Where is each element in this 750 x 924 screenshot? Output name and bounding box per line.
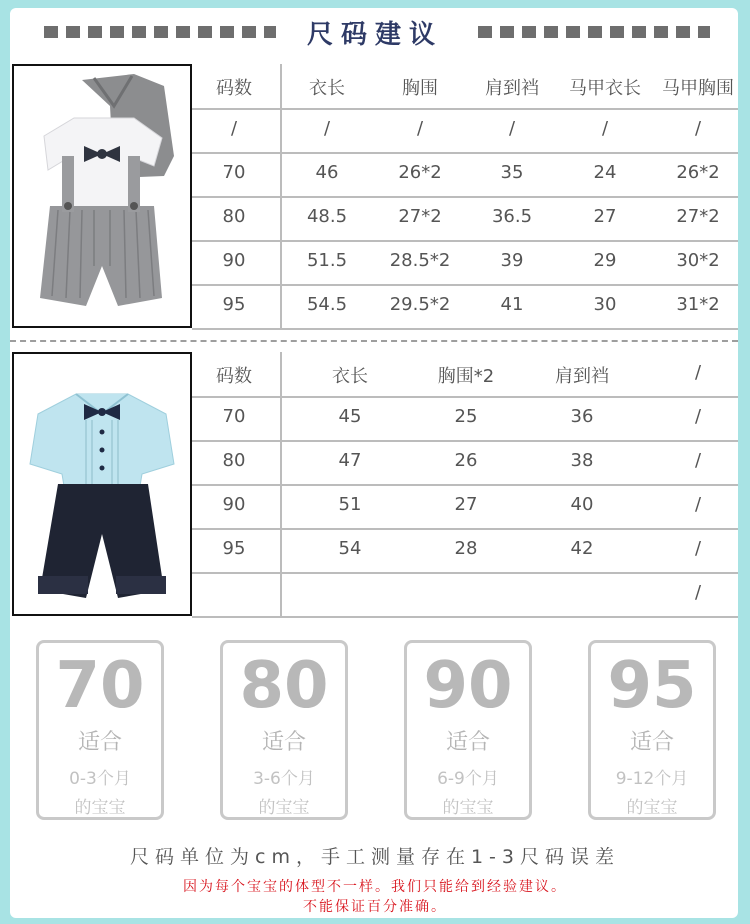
size-box-95 bbox=[588, 640, 716, 820]
table-cell: 35 bbox=[500, 162, 524, 183]
table-cell: 39 bbox=[500, 250, 524, 271]
product-photo-grey-romper bbox=[12, 64, 192, 328]
baby-label: 的宝宝 bbox=[626, 798, 678, 818]
table-cell: 30*2 bbox=[676, 250, 720, 271]
table-header-cell: 胸围*2 bbox=[437, 366, 495, 387]
table-cell: 54 bbox=[338, 538, 362, 559]
table-cell: 90 bbox=[222, 494, 246, 515]
table-cell: / bbox=[416, 118, 424, 139]
table-gridline bbox=[280, 352, 282, 616]
table-gridline bbox=[192, 440, 738, 442]
table-cell: 51 bbox=[338, 494, 362, 515]
age-range: 0-3个月 bbox=[69, 769, 131, 789]
table-cell: 28.5*2 bbox=[389, 250, 451, 271]
table-gridline bbox=[192, 484, 738, 486]
table-cell: 28 bbox=[454, 538, 478, 559]
table-cell: 80 bbox=[222, 450, 246, 471]
table-cell: 38 bbox=[570, 450, 594, 471]
table-gridline bbox=[192, 528, 738, 530]
size-number: 70 bbox=[55, 649, 145, 723]
size-box-70 bbox=[36, 640, 164, 820]
table-cell: 54.5 bbox=[306, 294, 348, 315]
size-box-90 bbox=[404, 640, 532, 820]
table-cell: / bbox=[694, 494, 702, 515]
table-gridline bbox=[192, 196, 738, 198]
table-header-cell: 码数 bbox=[216, 366, 252, 387]
table-cell: / bbox=[694, 538, 702, 559]
table-cell: 47 bbox=[338, 450, 362, 471]
title-decoration-right bbox=[478, 26, 710, 38]
table-cell: / bbox=[508, 118, 516, 139]
table-cell: 46 bbox=[315, 162, 339, 183]
table-gridline bbox=[192, 108, 738, 110]
age-range: 3-6个月 bbox=[253, 769, 315, 789]
table-cell: 31*2 bbox=[676, 294, 720, 315]
table-cell: 51.5 bbox=[306, 250, 348, 271]
table-header-cell: 肩到裆 bbox=[485, 78, 539, 99]
table-gridline bbox=[192, 396, 738, 398]
size-number: 95 bbox=[607, 649, 697, 723]
table-cell: 27*2 bbox=[676, 206, 720, 227]
table-cell: 40 bbox=[570, 494, 594, 515]
table-cell: / bbox=[694, 406, 702, 427]
table-cell: 48.5 bbox=[306, 206, 348, 227]
table-cell: / bbox=[323, 118, 331, 139]
fit-label: 适合 bbox=[77, 730, 122, 755]
fit-label: 适合 bbox=[445, 730, 490, 755]
table-cell: 70 bbox=[222, 162, 246, 183]
table-cell: / bbox=[694, 450, 702, 471]
table-cell: 27*2 bbox=[398, 206, 442, 227]
table-header-cell: 马甲衣长 bbox=[569, 78, 641, 99]
table-cell: 90 bbox=[222, 250, 246, 271]
table-cell: 26*2 bbox=[398, 162, 442, 183]
table-cell: / bbox=[601, 118, 609, 139]
table-cell: 26 bbox=[454, 450, 478, 471]
size-box-80 bbox=[220, 640, 348, 820]
table-cell: 27 bbox=[454, 494, 478, 515]
table-cell: 36 bbox=[570, 406, 594, 427]
table-gridline bbox=[280, 64, 282, 328]
table-header-cell: 衣长 bbox=[309, 78, 345, 99]
table-cell: / bbox=[694, 582, 702, 603]
table-header-cell: / bbox=[694, 362, 702, 383]
table-cell: 36.5 bbox=[491, 206, 533, 227]
warning-note-line-1: 因为每个宝宝的体型不一样。我们只能给到经验建议。 bbox=[183, 879, 567, 895]
table-gridline bbox=[192, 152, 738, 154]
table-cell: 95 bbox=[222, 294, 246, 315]
table-gridline bbox=[192, 328, 738, 330]
baby-label: 的宝宝 bbox=[74, 798, 126, 818]
table-cell: 24 bbox=[593, 162, 617, 183]
table-cell: 42 bbox=[570, 538, 594, 559]
fit-label: 适合 bbox=[629, 730, 674, 755]
age-range: 9-12个月 bbox=[615, 769, 689, 789]
product-photo-blue-romper bbox=[12, 352, 192, 616]
table-header-cell: 码数 bbox=[216, 78, 252, 99]
table-cell: 25 bbox=[454, 406, 478, 427]
table-cell: / bbox=[230, 118, 238, 139]
table-cell: 95 bbox=[222, 538, 246, 559]
table-header-cell: 衣长 bbox=[332, 366, 368, 387]
section-divider bbox=[10, 340, 738, 342]
unit-note: 尺码单位为cm，手工测量存在1-3尺码误差 bbox=[130, 846, 620, 868]
fit-label: 适合 bbox=[261, 730, 306, 755]
table-header-cell: 马甲胸围 bbox=[662, 78, 734, 99]
table-gridline bbox=[192, 284, 738, 286]
table-gridline bbox=[192, 572, 738, 574]
table-cell: 70 bbox=[222, 406, 246, 427]
table-gridline bbox=[192, 240, 738, 242]
table-gridline bbox=[192, 616, 738, 618]
warning-note-line-2: 不能保证百分准确。 bbox=[303, 899, 447, 915]
table-cell: 29.5*2 bbox=[389, 294, 451, 315]
table-cell: 30 bbox=[593, 294, 617, 315]
size-number: 90 bbox=[423, 649, 513, 723]
age-range: 6-9个月 bbox=[437, 769, 499, 789]
table-cell: 26*2 bbox=[676, 162, 720, 183]
table-header-cell: 肩到裆 bbox=[555, 366, 609, 387]
table-cell: 29 bbox=[593, 250, 617, 271]
baby-label: 的宝宝 bbox=[442, 798, 494, 818]
table-cell: 41 bbox=[500, 294, 524, 315]
baby-label: 的宝宝 bbox=[258, 798, 310, 818]
table-header-cell: 胸围 bbox=[402, 78, 438, 99]
table-cell: 45 bbox=[338, 406, 362, 427]
table-cell: 80 bbox=[222, 206, 246, 227]
table-cell: 27 bbox=[593, 206, 617, 227]
page-title: 尺码建议 bbox=[306, 20, 443, 50]
table-cell: / bbox=[694, 118, 702, 139]
size-number: 80 bbox=[239, 649, 329, 723]
